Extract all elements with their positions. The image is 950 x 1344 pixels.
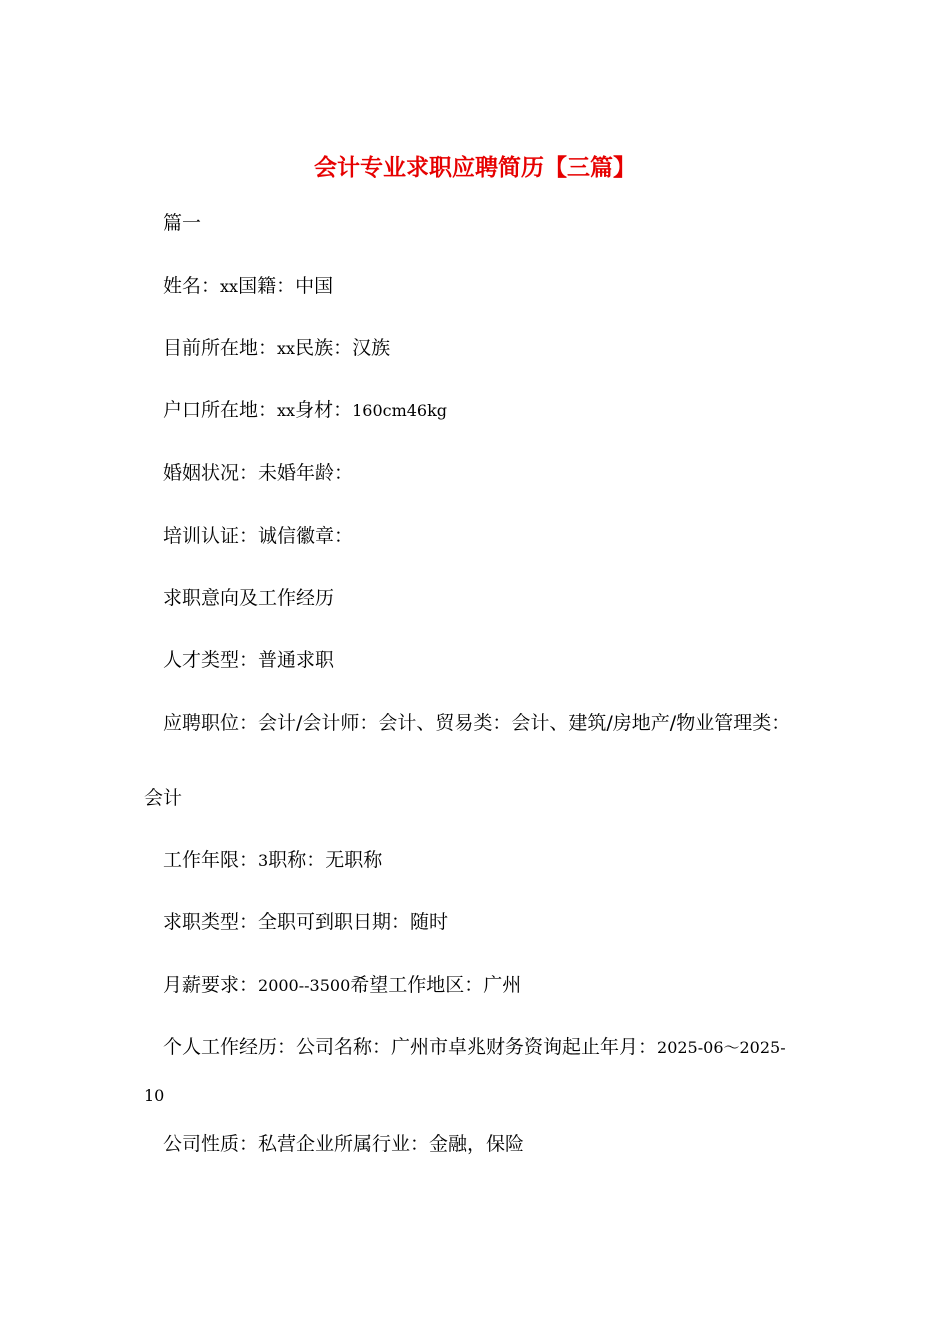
resume-line <box>163 908 448 936</box>
resume-line <box>163 459 353 487</box>
line-value: xx <box>277 339 296 358</box>
resume-line <box>163 1033 786 1062</box>
line-value: 160cm46kg <box>352 401 448 420</box>
line-text: 培训认证：诚信徽章： <box>163 525 354 547</box>
line-text: 国籍：中国 <box>238 275 334 297</box>
line-text: 应聘职位：会计/会计师：会计、贸易类：会计、建筑/房地产/物业管理类： <box>163 712 791 734</box>
continuation-line <box>144 1081 164 1110</box>
resume-line <box>163 846 382 875</box>
line-text: 职称：无职称 <box>268 849 383 871</box>
line-text: 人才类型：普通求职 <box>163 649 335 671</box>
line-text: 姓名： <box>163 275 221 297</box>
document-title: 会计专业求职应聘简历【三篇】 <box>314 155 636 181</box>
line-text: 户口所在地： <box>163 399 278 421</box>
line-value: 3 <box>258 851 269 870</box>
line-text: 民族：汉族 <box>295 337 391 359</box>
resume-line <box>163 584 334 612</box>
resume-line <box>163 272 333 301</box>
line-text: 个人工作经历：公司名称：广州市卓兆财务资询起止年月： <box>163 1036 658 1058</box>
line-value: 2025-06～2025- <box>657 1038 786 1057</box>
line-text: 公司性质：私营企业所属行业：金融，保险 <box>163 1133 525 1155</box>
line-text: 希望工作地区：广州 <box>350 974 522 996</box>
line-text: 婚姻状况：未婚年龄： <box>163 462 354 484</box>
line-text: 求职意向及工作经历 <box>163 587 335 609</box>
resume-line <box>163 396 447 425</box>
continuation-line <box>144 784 182 812</box>
resume-line <box>163 646 334 674</box>
section-heading: 篇一 <box>163 212 202 234</box>
line-text: 求职类型：全职可到职日期：随时 <box>163 911 449 933</box>
resume-line <box>163 334 390 363</box>
line-text: 会计 <box>144 787 183 809</box>
line-text: 目前所在地： <box>163 337 278 359</box>
line-value: 10 <box>144 1086 165 1105</box>
resume-line <box>163 1130 524 1158</box>
line-value: xx <box>277 401 296 420</box>
resume-line <box>163 522 353 550</box>
resume-line <box>163 709 790 737</box>
line-text: 月薪要求： <box>163 974 259 996</box>
line-text: 身材： <box>295 399 353 421</box>
line-text: 工作年限： <box>163 849 259 871</box>
line-value: xx <box>220 277 239 296</box>
line-value: 2000--3500 <box>258 976 351 995</box>
resume-line <box>163 971 521 1000</box>
